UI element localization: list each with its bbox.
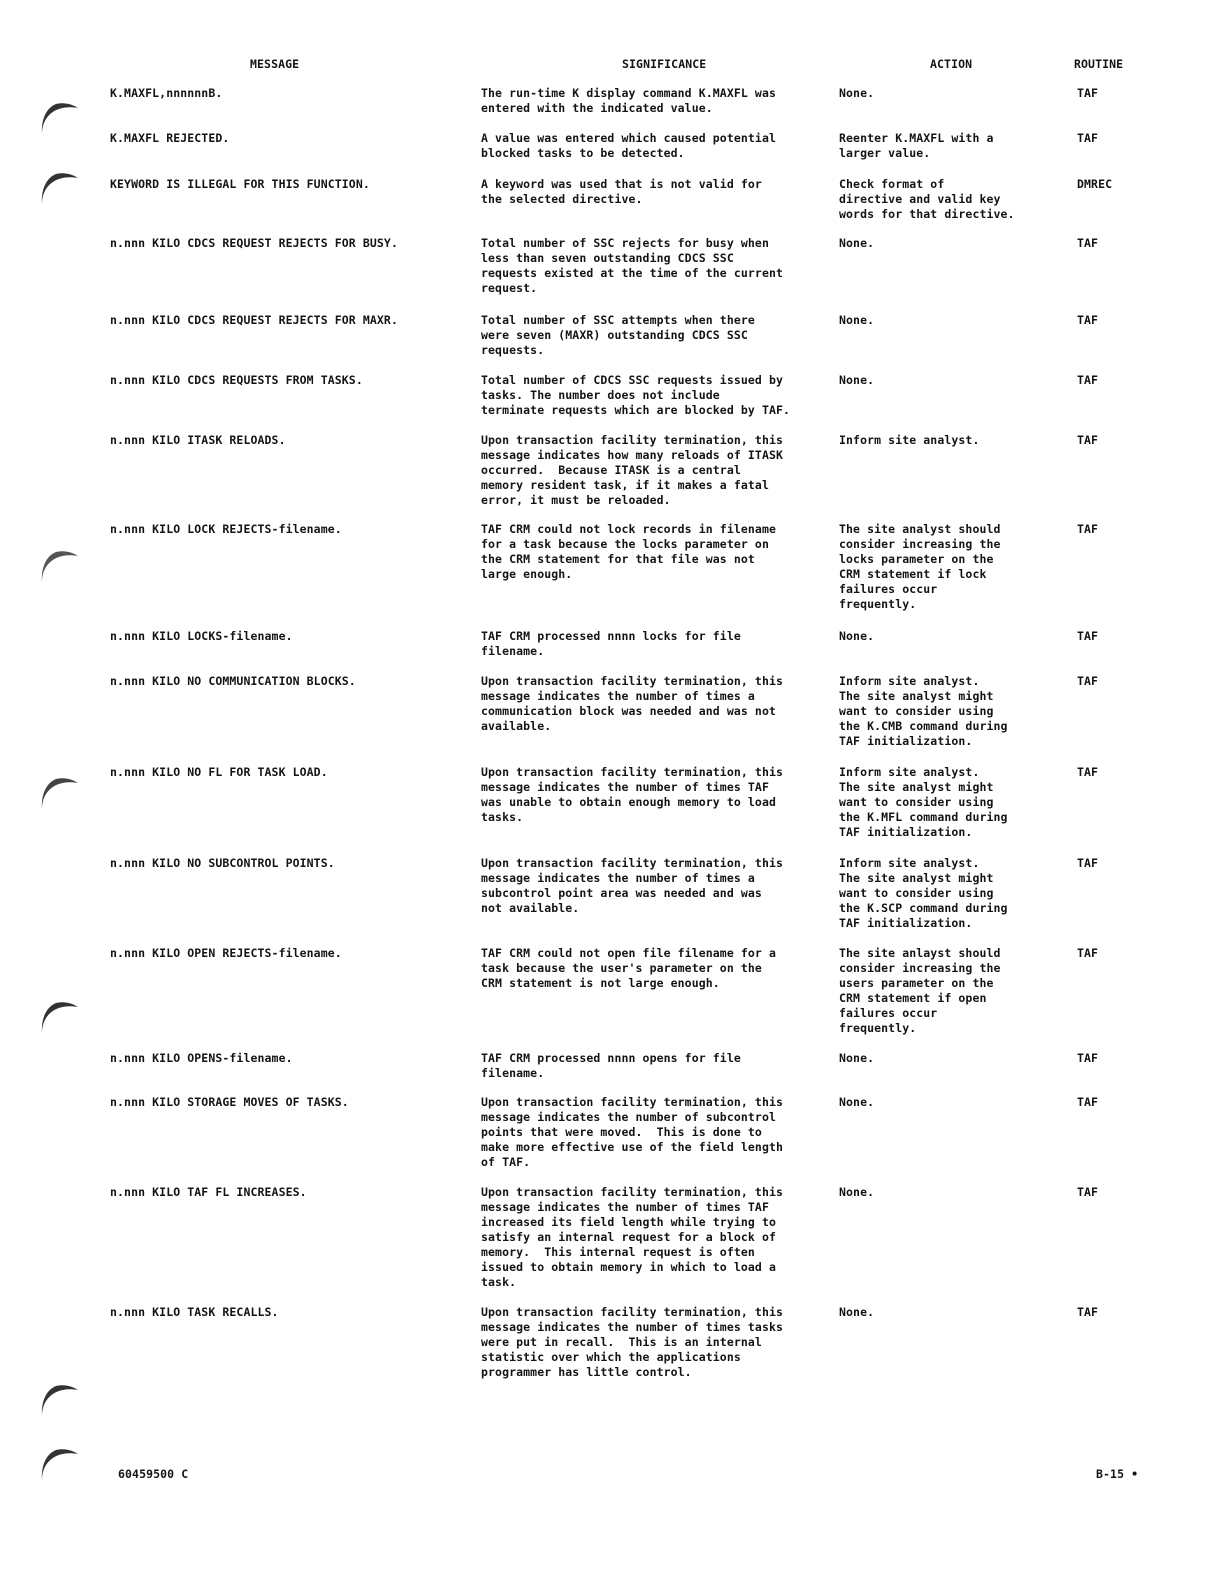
row-action: The site analyst should consider increasing the locks parameter on the CRM statement if lock failures occur frequently. <box>839 522 1001 611</box>
row-significance: Upon transaction facility termination, this message indicates how many reloads of ITASK occurred. Because ITASK is a central memory resident task, if it makes a fatal error, it must be reloaded. <box>481 433 784 507</box>
row-significance: TAF CRM processed nnnn locks for file filename. <box>481 629 741 658</box>
row-action: None. <box>839 1051 875 1065</box>
row-routine: TAF <box>1077 313 1099 327</box>
row-significance: TAF CRM processed nnnn opens for file filename. <box>481 1051 741 1080</box>
row-action: None. <box>839 373 875 387</box>
row-routine: TAF <box>1077 86 1099 100</box>
row-action: The site anlayst should consider increasing the users parameter on the CRM statement if open failures occur frequently. <box>839 946 1001 1035</box>
row-routine: TAF <box>1077 236 1099 250</box>
binder-hole-mark <box>38 997 82 1035</box>
row-significance: The run-time K display command K.MAXFL was entered with the indicated value. <box>481 86 776 115</box>
row-message: n.nnn KILO TAF FL INCREASES. <box>110 1185 307 1199</box>
binder-hole-mark <box>38 773 82 811</box>
row-significance: Upon transaction facility termination, this message indicates the number of times a communication block was needed and was not available. <box>481 674 784 733</box>
row-significance: TAF CRM could not lock records in filename for a task because the locks parameter on the CRM statement for that file was not large enough. <box>481 522 776 581</box>
row-routine: TAF <box>1077 522 1099 536</box>
row-action: None. <box>839 1305 875 1319</box>
row-routine: TAF <box>1077 433 1099 447</box>
row-message: n.nnn KILO LOCK REJECTS-filename. <box>110 522 342 536</box>
row-routine: TAF <box>1077 131 1099 145</box>
row-message: n.nnn KILO NO FL FOR TASK LOAD. <box>110 765 328 779</box>
row-routine: TAF <box>1077 856 1099 870</box>
row-significance: Upon transaction facility termination, this message indicates the number of times TAF was unable to obtain enough memory to load tasks. <box>481 765 784 824</box>
row-message: n.nnn KILO LOCKS-filename. <box>110 629 293 643</box>
row-action: Check format of directive and valid key words for that directive. <box>839 177 1015 221</box>
row-action: None. <box>839 1095 875 1109</box>
row-message: n.nnn KILO OPEN REJECTS-filename. <box>110 946 342 960</box>
row-significance: Total number of SSC attempts when there were seven (MAXR) outstanding CDCS SSC requests. <box>481 313 755 357</box>
row-message: K.MAXFL REJECTED. <box>110 131 230 145</box>
row-routine: TAF <box>1077 1051 1099 1065</box>
row-message: n.nnn KILO CDCS REQUEST REJECTS FOR BUSY. <box>110 236 398 250</box>
row-significance: A keyword was used that is not valid for the selected directive. <box>481 177 762 206</box>
row-significance: Upon transaction facility termination, this message indicates the number of subcontrol points that were moved. This is done to make more effective use of the field length of TAF. <box>481 1095 784 1169</box>
row-routine: DMREC <box>1077 177 1113 191</box>
header-action: ACTION <box>930 57 973 71</box>
row-routine: TAF <box>1077 373 1099 387</box>
binder-hole-mark <box>38 98 82 136</box>
row-action: None. <box>839 629 875 643</box>
row-action: None. <box>839 236 875 250</box>
row-action: Inform site analyst. The site analyst might want to consider using the K.MFL command during TAF initialization. <box>839 765 1008 839</box>
binder-hole-mark <box>38 168 82 206</box>
row-message: n.nnn KILO TASK RECALLS. <box>110 1305 279 1319</box>
row-action: None. <box>839 1185 875 1199</box>
header-message: MESSAGE <box>250 57 300 71</box>
row-significance: Total number of SSC rejects for busy when less than seven outstanding CDCS SSC requests existed at the time of the current request. <box>481 236 784 295</box>
row-routine: TAF <box>1077 765 1099 779</box>
header-routine: ROUTINE <box>1074 57 1124 71</box>
page-number: B-15 • <box>1096 1467 1139 1481</box>
row-message: n.nnn KILO CDCS REQUESTS FROM TASKS. <box>110 373 363 387</box>
document-number: 60459500 C <box>118 1467 189 1481</box>
row-significance: Upon transaction facility termination, this message indicates the number of times a subcontrol point area was needed and was not available. <box>481 856 784 915</box>
row-action: Inform site analyst. The site analyst might want to consider using the K.SCP command during TAF initialization. <box>839 856 1008 930</box>
row-action: Reenter K.MAXFL with a larger value. <box>839 131 994 160</box>
row-significance: A value was entered which caused potential blocked tasks to be detected. <box>481 131 776 160</box>
row-message: n.nnn KILO ITASK RELOADS. <box>110 433 286 447</box>
row-action: None. <box>839 86 875 100</box>
row-routine: TAF <box>1077 1095 1099 1109</box>
row-routine: TAF <box>1077 1305 1099 1319</box>
row-message: n.nnn KILO NO COMMUNICATION BLOCKS. <box>110 674 356 688</box>
header-significance: SIGNIFICANCE <box>622 57 707 71</box>
row-action: Inform site analyst. <box>839 433 980 447</box>
row-message: n.nnn KILO OPENS-filename. <box>110 1051 293 1065</box>
binder-hole-mark <box>38 1380 82 1418</box>
row-significance: TAF CRM could not open file filename for a task because the user's parameter on the CRM statement is not large enough. <box>481 946 776 990</box>
binder-hole-mark <box>38 546 82 584</box>
row-action: None. <box>839 313 875 327</box>
row-message: n.nnn KILO NO SUBCONTROL POINTS. <box>110 856 335 870</box>
row-message: KEYWORD IS ILLEGAL FOR THIS FUNCTION. <box>110 177 370 191</box>
row-significance: Upon transaction facility termination, this message indicates the number of times tasks were put in recall. This is an internal statistic over which the applications programmer has little control. <box>481 1305 784 1379</box>
row-routine: TAF <box>1077 629 1099 643</box>
binder-hole-mark <box>38 1444 82 1482</box>
row-message: n.nnn KILO CDCS REQUEST REJECTS FOR MAXR. <box>110 313 398 327</box>
row-message: K.MAXFL,nnnnnnB. <box>110 86 223 100</box>
row-action: Inform site analyst. The site analyst might want to consider using the K.CMB command during TAF initialization. <box>839 674 1008 748</box>
row-routine: TAF <box>1077 674 1099 688</box>
row-significance: Total number of CDCS SSC requests issued by tasks. The number does not include terminate requests which are blocked by TAF. <box>481 373 791 417</box>
row-significance: Upon transaction facility termination, this message indicates the number of times TAF increased its field length while trying to satisfy an internal request for a block of memory. This internal request is often issued to obtain memory in which to load a task. <box>481 1185 784 1289</box>
row-message: n.nnn KILO STORAGE MOVES OF TASKS. <box>110 1095 349 1109</box>
row-routine: TAF <box>1077 1185 1099 1199</box>
row-routine: TAF <box>1077 946 1099 960</box>
